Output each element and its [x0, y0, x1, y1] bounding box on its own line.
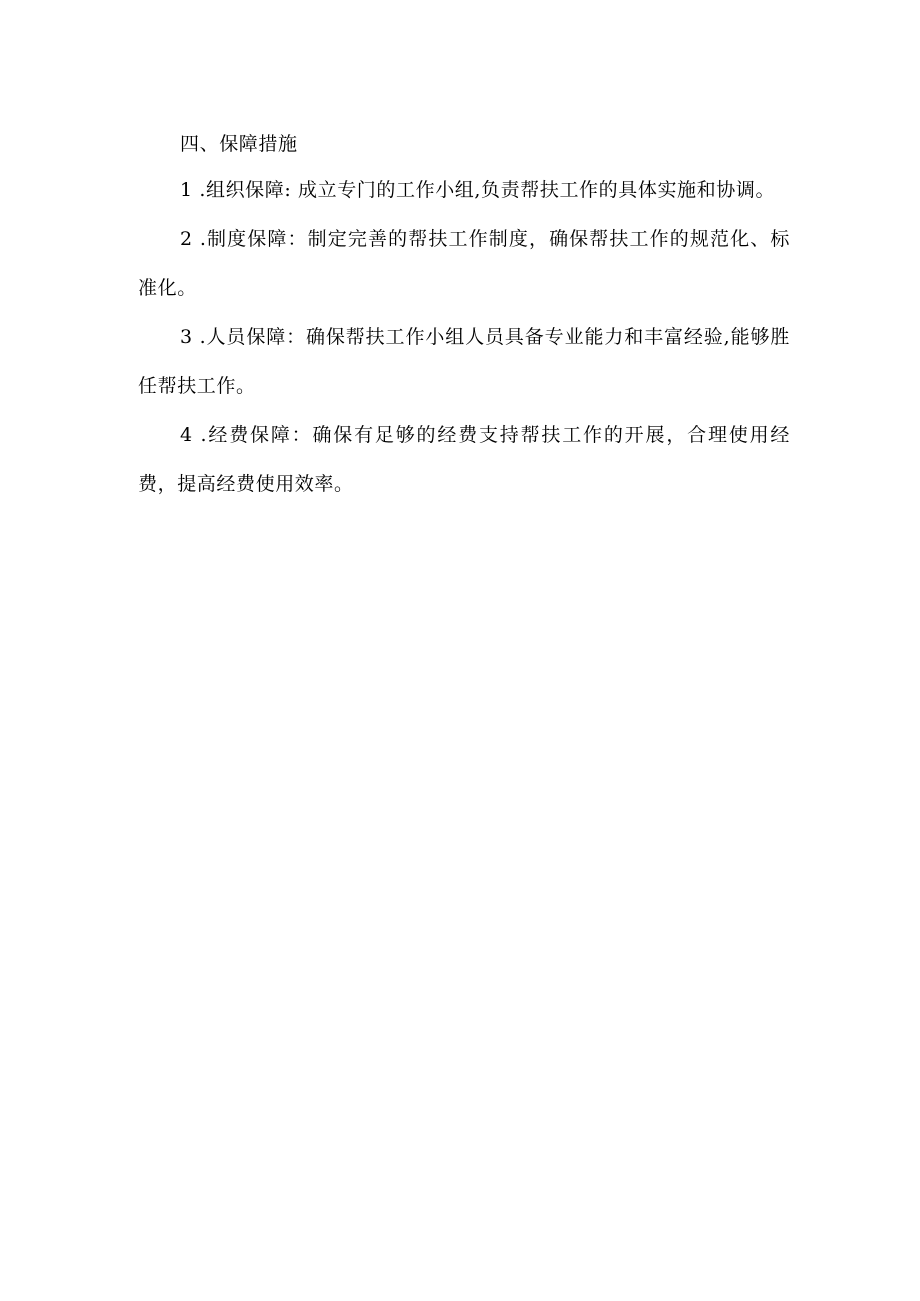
- measure-item-personnel: 3 .人员保障：确保帮扶工作小组人员具备专业能力和丰富经验,能够胜任帮扶工作。: [138, 326, 790, 397]
- measure-item-system: 2 .制度保障：制定完善的帮扶工作制度，确保帮扶工作的规范化、标准化。: [138, 228, 790, 299]
- measure-item-organization: 1 .组织保障: 成立专门的工作小组,负责帮扶工作的具体实施和协调。: [180, 179, 776, 201]
- document-body: [138, 124, 790, 509]
- section-heading: 四、保障措施: [180, 133, 298, 155]
- measure-item-funding: 4 .经费保障：确保有足够的经费支持帮扶工作的开展，合理使用经费，提高经费使用效率。: [138, 424, 790, 495]
